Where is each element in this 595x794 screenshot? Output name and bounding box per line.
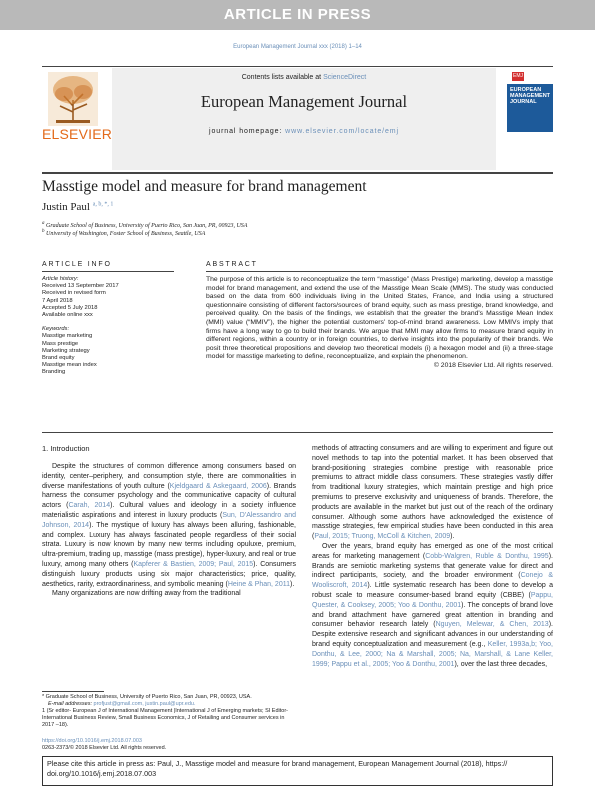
citation-notice-box <box>42 756 553 786</box>
keyword: Brand equity <box>42 355 75 362</box>
paragraph: methods of attracting consumers and are willing to experiment and figure out novel methods to tap into the potential market. It has been observed that brand-positioning strategies combine prestige with reasonable price premiums to attract middle class consumers. These strategies vastly differ from traditional luxury strategies, which maintain prestige and high price premiums to preserve exclusivity and uniqueness of brands. Therefore, the products are available in the market but just out of the reach of the ordinary consumer. Although some authors have acknowledged the existence of masstige strategies, few empirical studies have been conducted in this area (Paul, 2015; Truong, McColl & Kitchen, 2009). <box>312 445 553 541</box>
history-label: Article history: <box>42 276 79 282</box>
keywords-label: Keywords: <box>42 326 70 333</box>
masthead-rule-top <box>42 66 553 67</box>
citation-link[interactable]: Heine & Phan, 2011 <box>227 580 290 588</box>
citation-link[interactable]: Kjeldgaard & Askegaard, 2006 <box>169 482 267 490</box>
article-info-heading: ARTICLE INFO <box>42 261 112 268</box>
author-marks[interactable]: a, b, *, 1 <box>92 201 114 208</box>
abstract-bottom-rule <box>42 432 553 433</box>
paragraph: Over the years, brand equity has emerged as one of the most critical areas for marketing management (Cobb-Walgren, Ruble & Donthu, 1995). Brands are semiotic marketing systems that generate value for direct and indirect participants, society, and the broader environment (Conejo & Wooliscroft, 2014). Little systematic research has been done to develop a robust scale to measure consumer-based brand equity (CBBE) (Pappu, Quester, & Cooksey, 2005; Yoo & Donthu, 2001). The concepts of brand love and brand attachment have garnered great attention in branding and consumer behavior research lately (Nguyen, Melewar, & Chen, 2013). Despite extensive research and significant advances in our understanding of brand equity conceptualization and measurement (e.g., Keller, 1993a,b; Yoo, Donthu, & Lee, 2000; Na & Marshall, 2005; Na, Marshall, & Lane Keller, 1999; Pappu et al., 2005; Yoo & Donthu, 2001), over the last three decades, <box>312 542 554 668</box>
keyword: Masstige mean index <box>42 362 97 369</box>
article-in-press-banner: ARTICLE IN PRESS <box>0 0 595 30</box>
history-item: Received 13 September 2017 <box>42 283 119 290</box>
footnote-star: * Graduate School of Business, University of Puerto Rico, San Juan, PR, 00923, USA. <box>42 694 252 700</box>
affiliation-text: University of Washington, Foster School of Business, Seattle, USA <box>46 231 206 237</box>
body-right-column <box>312 444 553 669</box>
keyword: Masstige marketing <box>42 333 93 340</box>
journal-cover-thumbnail <box>507 70 553 132</box>
sciencedirect-link[interactable]: ScienceDirect <box>323 74 367 81</box>
citation-doi[interactable]: doi.org/10.1016/j.emj.2018.07.003 <box>47 768 157 778</box>
author-name[interactable]: Justin Paul <box>42 201 90 213</box>
email-links[interactable]: profjust@gmail.com, justin.paul@upr.edu. <box>93 701 196 707</box>
affiliation-text: Graduate School of Business, University of Puerto Rico, San Juan, PR, 00923, USA <box>46 223 248 229</box>
citation-link[interactable]: Cobb-Walgren, Ruble & Donthu, 1995 <box>425 552 549 560</box>
abstract-text: The purpose of this article is to reconceptualize the term “masstige” (Mass Prestige) marketing, develop a masstige model for brand management, and extend the use of the Masstige Mean Scale (MMS). The study was conducted based on the data from 600 individuals living in the United States, France, and India using a structured questionnaire consisting of different factors/sources of brand equity, such as mass prestige, brand knowledge, and perceived quality. On the basis of the findings, we establish that the greater the brand's Masstige Mean Index (MMI) value (“MMIV”), the higher the potential customers' top-of-mind brand awareness. Low MMIVs imply that firms have a long way to go to build their brands. We argue that MMI may allow firms to measure brand equity in different regions, within a country or in foreign countries, to derive insights into the popularity of their brands. We posit three theoretical propositions and develop two theoretical models (i) a hexagon model and (ii) a three-stage model for masstige marketing to define, reconceptualize, and explain the phenomenon. <box>206 276 553 361</box>
citation-link[interactable]: Conejo & Wooliscroft, 2014 <box>312 572 553 590</box>
doi-block <box>42 738 296 752</box>
history-item: Accepted 5 July 2018 <box>42 304 98 311</box>
paragraph: Many organizations are now drifting away from the traditional <box>52 590 241 598</box>
homepage-link[interactable]: www.elsevier.com/locate/emj <box>285 128 399 135</box>
abstract-panel <box>206 276 553 371</box>
citation-link[interactable]: Paul, 2015; Truong, McColl & Kitchen, 2009 <box>314 533 451 541</box>
article-info-panel <box>42 276 174 377</box>
article-title: Masstige model and measure for brand management <box>42 178 367 195</box>
affiliation-b <box>42 228 205 238</box>
masthead-rule-bottom <box>42 172 553 174</box>
footnote-one: 1 (Sr editor- European J of International Management |International J of Emerging markets; SI Editor- International Business Review, Small Business Economics, J of Retailing and Consumer services in 2017 –18). <box>42 708 288 728</box>
body-left-column <box>42 462 296 599</box>
journal-homepage <box>112 128 496 135</box>
citation-text: Please cite this article in press as: Paul, J., Masstige model and measure for brand management, European Management Journal (2018), https:// <box>47 759 508 768</box>
section-heading-introduction: 1. Introduction <box>42 444 90 453</box>
journal-title: European Management Journal <box>200 92 408 111</box>
elsevier-tree-logo <box>42 70 104 132</box>
abstract-copyright: © 2018 Elsevier Ltd. All rights reserved. <box>433 361 553 369</box>
footnotes <box>42 694 296 729</box>
affiliation-mark: b <box>42 229 45 234</box>
keyword: Branding <box>42 369 66 376</box>
paragraph: Despite the structures of common difference among consumers based on identity, center–periphery, and consumption style, there are commonalities in diverse manifestations of youth culture (Kjeldgaard & Askegaard, 2006). Brands harness the consumer psychology and the communicative capacity of cultural actors (Carah, 2014). Cultural values and ideology in a society influence materialistic aspirations and interest in luxury products (Sun, D'Alessandro and Johnson, 2014). The mystique of luxury has always been alluring, fashionable, and complex. Luxury has always fascinated people regardless of their social strata. Luxury is now known by many new terms including opuluxe, premium, ultra-premium, trading up, masstige (mass prestige), hyper-luxury, and real or true luxury, among many others (Kapferer & Bastien, 2009; Paul, 2015). Consumers distinguish luxury products using six major characteristics; price, quality, aesthetics, rarity, extraordinariness, and symbolic meaning (Heine & Phan, 2011). <box>42 463 297 588</box>
keyword: Marketing strategy <box>42 347 90 354</box>
footnote-emails: E-mail addresses: profjust@gmail.com, justin.paul@upr.edu. <box>48 701 196 707</box>
article-info-rule <box>42 271 174 272</box>
contents-line <box>112 74 496 81</box>
abstract-rule <box>206 271 553 272</box>
cover-title: EUROPEAN MANAGEMENT JOURNAL <box>510 87 551 105</box>
citation-link[interactable]: Pappu, Quester, & Cooksey, 2005; Yoo & Donthu, 2001 <box>312 591 553 609</box>
citation-link[interactable]: Carah, 2014 <box>68 502 111 510</box>
doi-link[interactable]: https://doi.org/10.1016/j.emj.2018.07.003 <box>42 738 142 744</box>
homepage-prefix: journal homepage: <box>209 128 286 135</box>
cover-badge: EMJ <box>513 73 523 79</box>
history-item: Received in revised form <box>42 290 106 297</box>
contents-prefix: Contents lists available at <box>241 74 324 81</box>
citation-link[interactable]: Sun, D'Alessandro and Johnson, 2014 <box>42 511 296 529</box>
author-line <box>42 201 113 213</box>
history-item: Available online xxx <box>42 312 93 319</box>
history-item: 7 April 2018 <box>42 297 73 304</box>
citation-link[interactable]: Kapferer & Bastien, 2009; Paul, 2015 <box>133 560 254 568</box>
footnote-rule <box>42 691 104 692</box>
issn-line: 0263-2373/© 2018 Elsevier Ltd. All rights reserved. <box>42 745 167 751</box>
affiliation-mark: a <box>42 221 45 226</box>
running-header[interactable]: European Management Journal xxx (2018) 1–14 <box>233 44 362 50</box>
citation-link[interactable]: Nguyen, Melewar, & Chen, 2013 <box>435 621 549 629</box>
citation-link[interactable]: Keller, 1993a,b; Yoo, Donthu, & Lee, 2000; Na & Marshall, 2005; Na, Marshall, & Lane Keller, 1999; Pappu et al., 2005; Yoo & Donthu, 2001 <box>312 640 553 668</box>
abstract-heading: ABSTRACT <box>206 261 258 268</box>
masthead-panel <box>112 68 496 170</box>
publisher-name: ELSEVIER <box>42 126 113 142</box>
keyword: Mass prestige <box>42 340 79 347</box>
